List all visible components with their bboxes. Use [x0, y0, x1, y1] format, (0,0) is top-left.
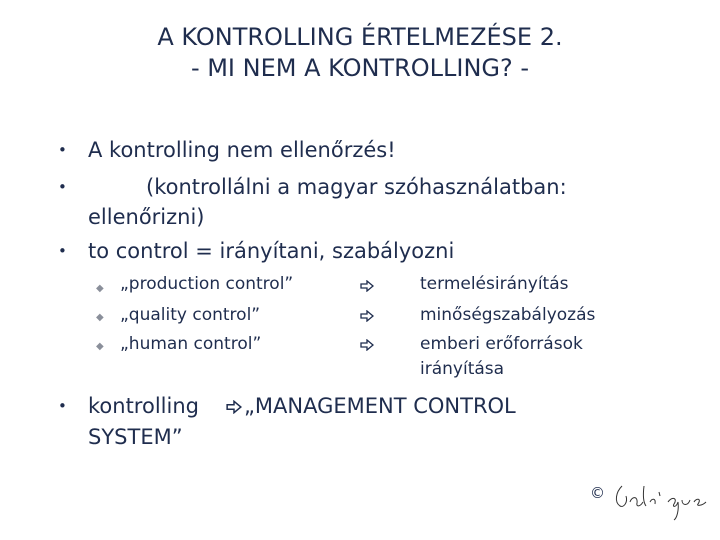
sub-item-3-translation-line-2: irányítása — [420, 359, 505, 379]
sub-item-2-term: „quality control” — [120, 305, 261, 325]
bullet-dot-icon: • — [58, 242, 67, 260]
diamond-bullet-icon: ◆ — [96, 283, 104, 294]
sub-item-2-translation: minőségszabályozás — [420, 305, 596, 325]
bullet-dot-icon: • — [58, 178, 67, 196]
bullet-4-line-2: SYSTEM” — [88, 425, 183, 449]
hollow-right-arrow-icon — [360, 339, 374, 351]
title-line-2: - MI NEM A KONTROLLING? - — [190, 54, 530, 82]
bullet-4-suffix: „MANAGEMENT CONTROL — [244, 394, 516, 418]
bullet-dot-icon: • — [58, 397, 67, 415]
sub-item-3-term: „human control” — [120, 334, 262, 354]
diamond-bullet-icon: ◆ — [96, 312, 104, 323]
copyright-symbol: © — [590, 484, 605, 502]
hollow-right-arrow-icon — [360, 310, 374, 322]
bullet-2-text-line-1: (kontrollálni a magyar szóhasználatban: — [146, 175, 567, 199]
hollow-right-arrow-icon — [360, 280, 374, 292]
sub-item-3-translation-line-1: emberi erőforrások — [420, 334, 583, 354]
sub-item-1-translation: termelésirányítás — [420, 274, 569, 294]
bullet-2 — [0, 172, 720, 232]
title-line-1: A KONTROLLING ÉRTELMEZÉSE 2. — [157, 23, 563, 51]
hollow-right-arrow-icon — [226, 400, 242, 414]
bullet-3 — [0, 236, 720, 266]
sub-item-1-term: „production control” — [120, 274, 294, 294]
bullet-1-text: A kontrolling nem ellenőrzés! — [88, 138, 396, 162]
bullet-4 — [0, 391, 720, 453]
bullet-dot-icon: • — [58, 141, 67, 159]
diamond-bullet-icon: ◆ — [96, 341, 104, 352]
bullet-2-text-line-2: ellenőrizni) — [88, 205, 205, 229]
bullet-4-prefix: kontrolling — [88, 394, 199, 418]
slide-title — [60, 22, 660, 84]
bullet-1 — [0, 135, 720, 165]
signature-image — [610, 472, 710, 522]
bullet-3-text: to control = irányítani, szabályozni — [88, 239, 455, 263]
